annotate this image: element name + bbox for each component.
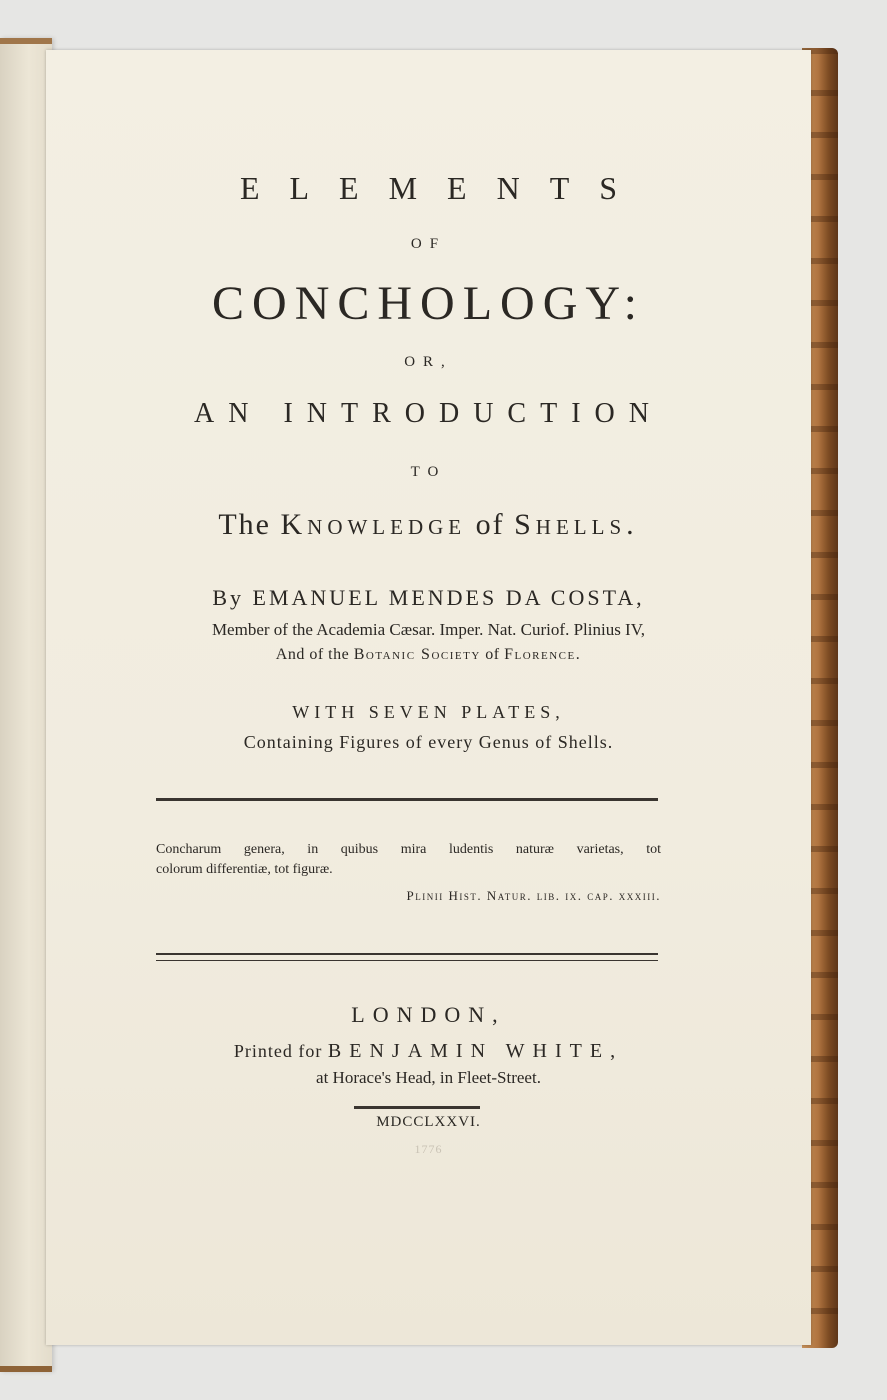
imprint-city: LONDON, [351, 1002, 506, 1027]
title-knowledge-of-shells [46, 508, 811, 542]
rule-double-lower [156, 960, 658, 961]
botanic-prefix: And of the [275, 646, 354, 663]
containing-line: Containing Figures of every Genus of Shells. [243, 732, 614, 752]
imprint-printed-for [46, 1040, 811, 1063]
botanic-society-line [46, 646, 811, 664]
imprint-year: MDCCLXXVI. [376, 1114, 481, 1130]
epigraph-line-2: colorum differentiæ, tot figuræ. [156, 862, 333, 877]
knowledge-shells: Shells. [514, 508, 639, 541]
rule-double-upper [156, 953, 658, 955]
author-line: By EMANUEL MENDES DA COSTA, [212, 585, 645, 610]
botanic-of: of [480, 646, 505, 663]
title-elements: ELEMENTS [239, 170, 648, 206]
rule-top [156, 798, 658, 801]
plates-line: WITH SEVEN PLATES, [292, 702, 565, 722]
title-page [46, 50, 811, 1345]
epigraph-line-1: Concharum genera, in quibus mira ludentis naturæ varietas, tot [156, 842, 661, 857]
imprint-address: at Horace's Head, in Fleet-Street. [316, 1068, 541, 1087]
title-or: OR, [404, 354, 453, 370]
title-to: TO [410, 464, 447, 480]
title-conchology: CONCHOLOGY: [212, 277, 645, 330]
knowledge-of: of [466, 508, 515, 541]
knowledge-the: The [218, 508, 281, 541]
pencil-note: 1776 [414, 1142, 443, 1156]
left-page-edge [0, 38, 52, 1372]
knowledge-word: Knowledge [280, 508, 467, 541]
member-line: Member of the Academia Cæsar. Imper. Nat. Curiof. Plinius IV, [211, 620, 646, 639]
publisher-name: BENJAMIN WHITE, [327, 1040, 624, 1062]
title-of: OF [410, 236, 447, 252]
botanic-society: Botanic Society [353, 646, 481, 663]
botanic-city: Florence. [504, 646, 582, 663]
epigraph-citation: Plinii Hist. Natur. lib. ix. cap. xxxiii. [406, 888, 661, 903]
title-introduction: AN INTRODUCTION [194, 398, 663, 429]
printed-for-label: Printed for [233, 1041, 328, 1061]
rule-short [354, 1106, 480, 1109]
